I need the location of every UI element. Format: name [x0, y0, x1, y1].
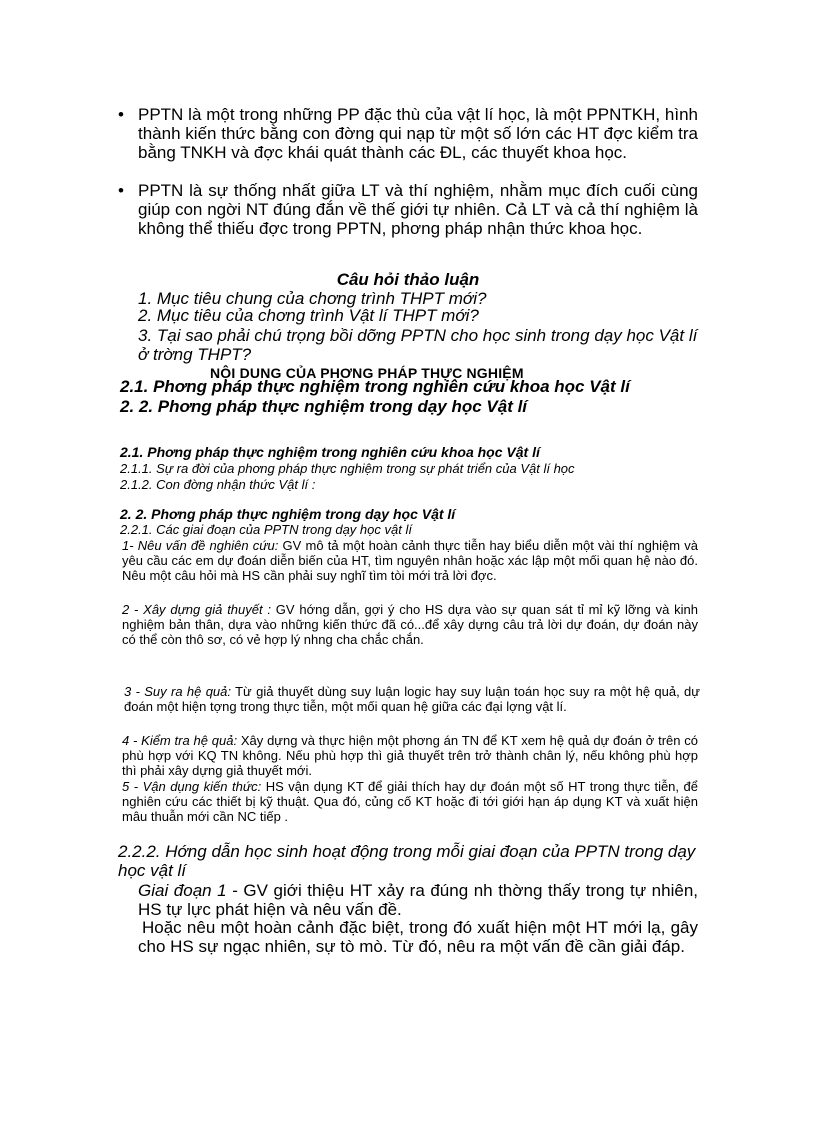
- stage-paragraph: [138, 881, 698, 919]
- step-label: 4 - Kiểm tra hệ quả:: [122, 733, 238, 748]
- outline-item: 2.1. Phơng pháp thực nghiệm trong nghiên cứu khoa học Vật lí: [120, 377, 630, 396]
- content-heading: NỘI DUNG CỦA PHƠNG PHÁP THỰC NGHIỆM: [210, 365, 524, 381]
- subsection-title: 2.1.1. Sự ra đời của phơng pháp thực nghiệm trong sự phát triển của Vật lí học: [120, 461, 575, 476]
- step-text: GV mô tả một hoàn cảnh thực tiễn hay biểu diễn một vài thí nghiệm và yêu cầu các em dự đoán diễn biến của HT, tìm nguyên nhân hoặc xác lập một mối quan hệ nào đó. Nêu một câu hỏi mà HS cần phải suy nghĩ tìm tòi mới trả lời đợc.: [122, 538, 699, 583]
- question-item: 3. Tại sao phải chú trọng bồi dỡng PPTN cho học sinh trong dạy học Vật lí ở trờng THPT?: [138, 326, 698, 364]
- question-item: 1. Mục tiêu chung của chơng trình THPT mới?: [138, 289, 487, 308]
- bullet-item: [118, 105, 698, 162]
- stage-label: Giai đoạn 1: [138, 881, 227, 900]
- subsection-title: 2.2.1. Các giai đoạn của PPTN trong dạy học vật lí: [120, 522, 412, 537]
- step-text: Từ giả thuyết dùng suy luận logic hay suy luận toán học suy ra một hệ quả, dự đoán một hiện tợng trong thực tiễn, một mối quan hệ giữa các đại lợng vật lí.: [124, 684, 700, 714]
- stage-step: [122, 733, 698, 778]
- stage-step: [124, 684, 700, 714]
- bullet-dot-icon: •: [118, 105, 124, 124]
- stage-text: - GV giới thiệu HT xảy ra đúng nh thờng thấy trong tự nhiên, HS tự lực phát hiện và nêu vấn đề.: [138, 881, 698, 919]
- outline-item: 2. 2. Phơng pháp thực nghiệm trong dạy học Vật lí: [120, 397, 528, 416]
- section-title: 2.1. Phơng pháp thực nghiệm trong nghiên cứu khoa học Vật lí: [120, 444, 540, 460]
- step-text: Xây dựng và thực hiện một phơng án TN để KT xem hệ quả dự đoán ở trên có phù hợp với KQ TN không. Nếu phù hợp thì giả thuyết trên trở thành chân lý, nếu không phù hợp thì phải xây dựng giả thuyết mới.: [122, 733, 698, 778]
- stage-step: [122, 538, 698, 583]
- stage-step: [122, 779, 698, 824]
- bullet-item: [118, 181, 698, 238]
- discussion-title: Câu hỏi thảo luận: [336, 270, 480, 289]
- subsection-title: 2.1.2. Con đờng nhận thức Vật lí :: [120, 477, 316, 492]
- step-text: HS vận dụng KT để giải thích hay dự đoán một số HT trong thực tiễn, để nghiên cứu các thiết bị kỹ thuật. Qua đó, củng cố KT hoặc đi tới giới hạn áp dụng KT và xuất hiện mâu thuẫn mới cần NC tiếp .: [122, 779, 698, 824]
- step-label: 5 - Vận dụng kiến thức:: [122, 779, 262, 794]
- stage-step: [122, 602, 698, 647]
- step-text: GV hớng dẫn, gợi ý cho HS dựa vào sự quan sát tỉ mỉ kỹ lỡng và kinh nghiệm bản thân, dựa vào những kiến thức đã có...để xây dựng câu trả lời dự đoán, dự đoán này có thể còn thô sơ, có vẻ hợp lý nhng cha chắc chắn.: [122, 602, 698, 647]
- section-title: 2. 2. Phơng pháp thực nghiệm trong dạy học Vật lí: [120, 506, 456, 522]
- subsection-title: 2.2.2. Hớng dẫn học sinh hoạt động trong mỗi giai đoạn của PPTN trong dạy học vật lí: [118, 842, 696, 880]
- step-label: 1- Nêu vấn đề nghiên cứu:: [122, 538, 279, 553]
- question-item: 2. Mục tiêu của chơng trình Vật lí THPT mới?: [138, 306, 479, 325]
- bullet-dot-icon: •: [118, 181, 124, 200]
- stage-paragraph: Hoặc nêu một hoàn cảnh đặc biệt, trong đó xuất hiện một HT mới lạ, gây cho HS sự ngạc nhiên, sự tò mò. Từ đó, nêu ra một vấn đề cần giải đáp.: [138, 918, 698, 956]
- bullet-text: PPTN là sự thống nhất giữa LT và thí nghiệm, nhằm mục đích cuối cùng giúp con ngời NT đúng đắn về thế giới tự nhiên. Cả LT và cả thí nghiệm là không thể thiếu đợc trong PPTN, phơng pháp nhận thức khoa học.: [138, 181, 698, 238]
- bullet-text: PPTN là một trong những PP đặc thù của vật lí học, là một PPNTKH, hình thành kiến thức bằng con đờng qui nạp từ một số lớn các HT đợc kiểm tra bằng TNKH và đợc khái quát thành các ĐL, các thuyết khoa học.: [138, 105, 698, 162]
- step-label: 2 - Xây dựng giả thuyết :: [122, 602, 272, 617]
- step-label: 3 - Suy ra hệ quả:: [124, 684, 231, 699]
